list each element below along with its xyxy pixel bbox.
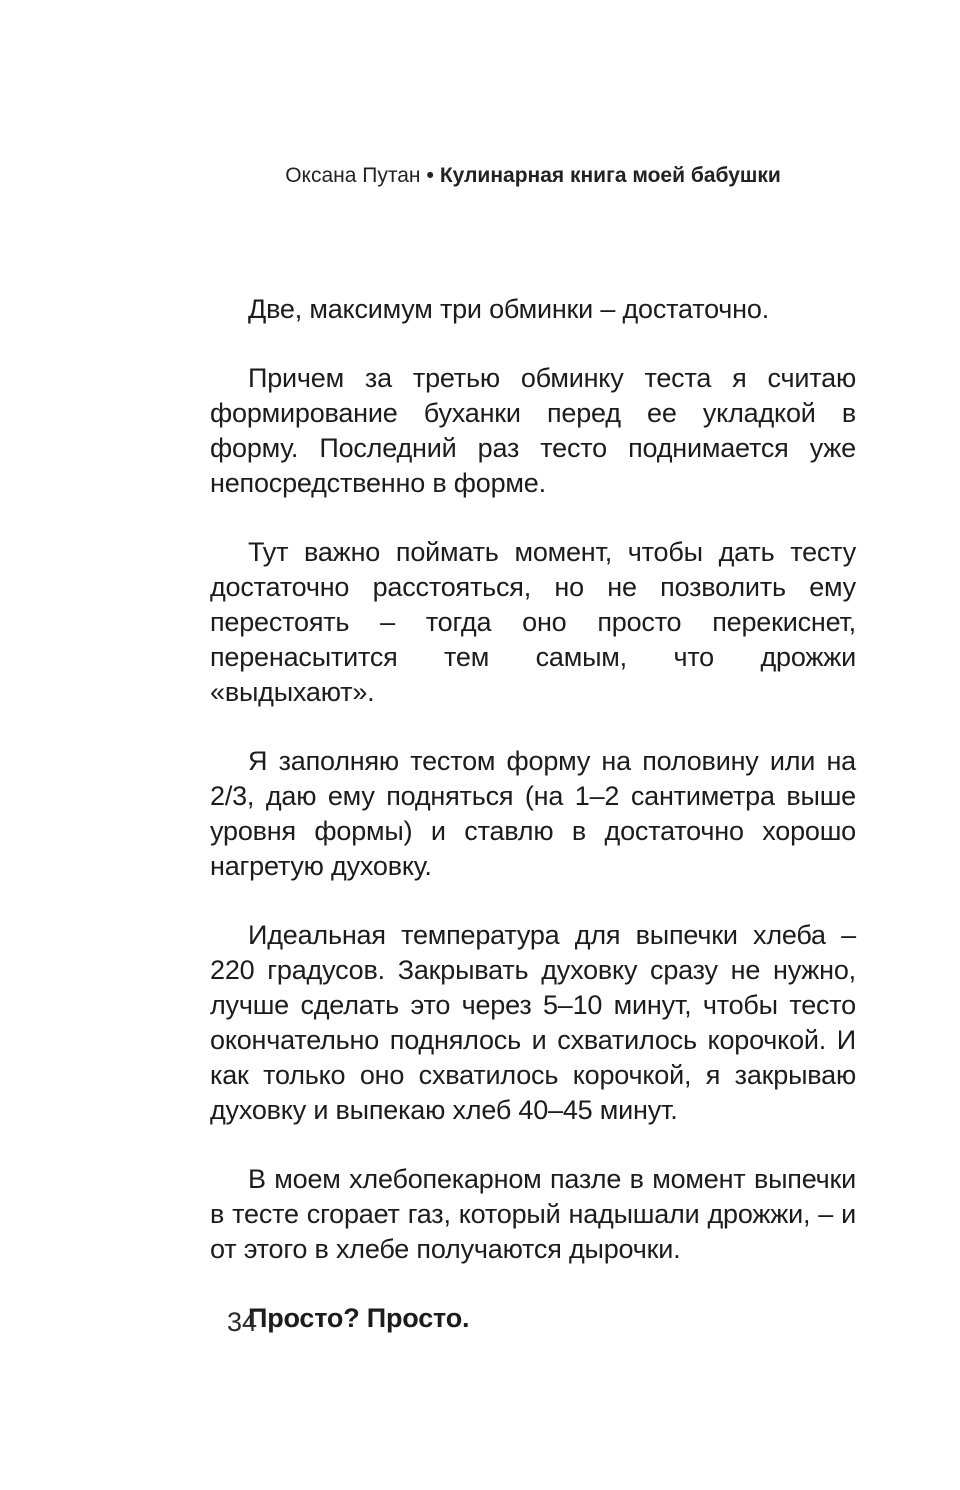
author-name: Оксана Путан [285,164,421,187]
paragraph: Две, максимум три обминки – достаточно. [248,294,770,324]
running-header [210,163,856,189]
paragraph: Идеальная температура для выпечки хлеба – 220 градусов. Закрывать духовку сразу не нужно, лучше сделать это через 5–10 минут, чтобы тесто окончательно поднялось и схватилось корочкой. И как только оно схватилось корочкой, я закрываю духовку и выпекаю хлеб 40–45 минут. [210,920,856,1125]
page-body [210,292,856,1336]
paragraph: Причем за третью обминку теста я считаю формирование буханки перед ее укладкой в форму. Последний раз тесто поднимается уже непосредственно в форме. [210,363,856,498]
book-title: Кулинарная книга моей бабушки [439,164,781,187]
closing-line: Просто? Просто. [248,1303,470,1333]
header-separator: • [426,164,434,187]
paragraph: Я заполняю тестом форму на половину или на 2/3, даю ему подняться (на 1–2 сантиметра выше уровня формы) и ставлю в достаточно хорошо нагретую духовку. [210,746,856,881]
paragraph: В моем хлебопекарном пазле в момент выпечки в тесте сгорает газ, который надышали дрожжи, – и от этого в хлебе получаются дырочки. [210,1164,856,1264]
paragraph: Тут важно поймать момент, чтобы дать тесту достаточно расстояться, но не позволить ему перестоять – тогда оно просто перекиснет, перенасытится тем самым, что дрожжи «выдыхают». [210,537,856,707]
page-number: 34 [227,1307,258,1337]
